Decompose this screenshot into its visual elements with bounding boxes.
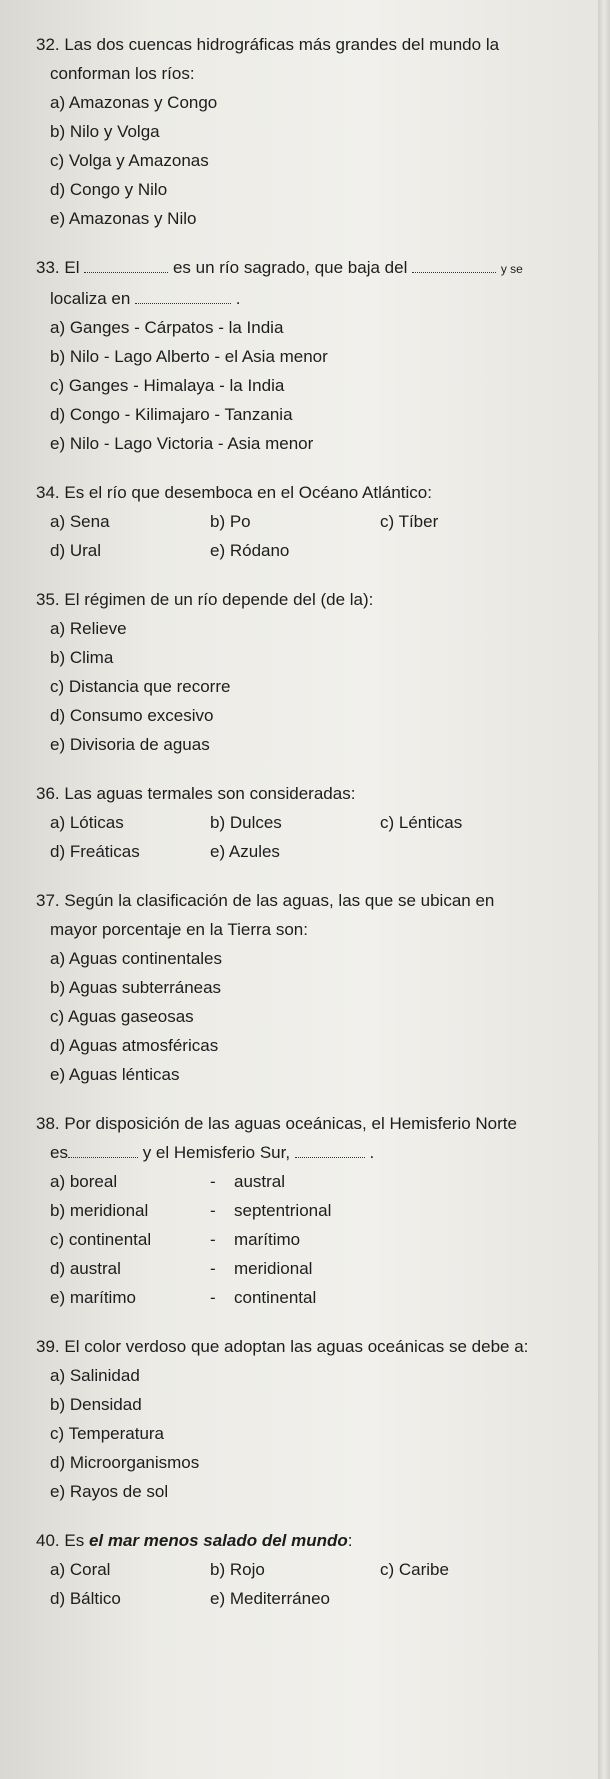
- option-right: septentrional: [234, 1201, 332, 1220]
- options-grid: [50, 808, 576, 866]
- option-d[interactable]: d) Congo y Nilo: [50, 180, 168, 199]
- question-text-mid: y el Hemisferio Sur,: [142, 1143, 291, 1162]
- option-d[interactable]: d) Congo - Kilimajaro - Tanzania: [50, 405, 293, 424]
- option-e[interactable]: e) Ródano: [210, 541, 290, 560]
- question-34: [36, 478, 576, 565]
- option-right: austral: [234, 1172, 286, 1191]
- question-text-mid: es un río sagrado, que baja del: [172, 258, 408, 277]
- option-e[interactable]: [50, 1283, 576, 1312]
- question-text-continued: es y el Hemisferio Sur, .: [50, 1143, 375, 1162]
- page-edge: [598, 0, 610, 1779]
- question-32: [36, 30, 576, 233]
- question-37: [36, 886, 576, 1089]
- dash: -: [210, 1230, 216, 1249]
- question-text: 32. Las dos cuencas hidrográficas más grandes del mundo la: [36, 35, 500, 54]
- option-c[interactable]: c) Ganges - Himalaya - la India: [50, 376, 285, 395]
- question-text-es: es: [50, 1143, 68, 1162]
- option-e[interactable]: e) Nilo - Lago Victoria - Asia menor: [50, 434, 314, 453]
- dash: -: [210, 1201, 216, 1220]
- option-left: d) austral: [50, 1259, 121, 1278]
- question-text: 35. El régimen de un río depende del (de la):: [36, 590, 374, 609]
- option-c[interactable]: c) Volga y Amazonas: [50, 151, 209, 170]
- question-33: [36, 253, 576, 458]
- option-a[interactable]: a) Amazonas y Congo: [50, 93, 218, 112]
- option-e[interactable]: e) Amazonas y Nilo: [50, 209, 197, 228]
- option-right: marítimo: [234, 1230, 301, 1249]
- option-left: e) marítimo: [50, 1288, 136, 1307]
- options-grid: [50, 507, 576, 565]
- question-35: [36, 585, 576, 759]
- option-e[interactable]: e) Aguas lénticas: [50, 1065, 180, 1084]
- option-d[interactable]: d) Consumo excesivo: [50, 706, 214, 725]
- option-left: a) boreal: [50, 1172, 118, 1191]
- option-b[interactable]: b) Dulces: [210, 813, 282, 832]
- option-c[interactable]: [50, 1225, 576, 1254]
- question-text: 38. Por disposición de las aguas oceánicas, el Hemisferio Norte: [36, 1114, 517, 1133]
- question-text: 34. Es el río que desemboca en el Océano Atlántico:: [36, 483, 432, 502]
- question-text: 36. Las aguas termales son consideradas:: [36, 784, 356, 803]
- blank-1[interactable]: [84, 258, 168, 273]
- option-c[interactable]: c) Aguas gaseosas: [50, 1007, 194, 1026]
- option-e[interactable]: e) Rayos de sol: [50, 1482, 169, 1501]
- option-b[interactable]: b) Rojo: [210, 1560, 265, 1579]
- question-text-continued: localiza en .: [50, 289, 241, 308]
- question-number: 40. Es: [36, 1531, 85, 1550]
- option-left: c) continental: [50, 1230, 152, 1249]
- option-d[interactable]: d) Ural: [50, 541, 102, 560]
- option-e[interactable]: e) Azules: [210, 842, 280, 861]
- option-b[interactable]: b) Densidad: [50, 1395, 142, 1414]
- question-colon: :: [347, 1531, 353, 1550]
- option-c[interactable]: c) Distancia que recorre: [50, 677, 231, 696]
- option-b[interactable]: b) Nilo - Lago Alberto - el Asia menor: [50, 347, 328, 366]
- option-b[interactable]: b) Po: [210, 512, 251, 531]
- option-d[interactable]: d) Freáticas: [50, 842, 140, 861]
- options-grid: [50, 1555, 576, 1613]
- option-c[interactable]: c) Tíber: [380, 512, 439, 531]
- option-a[interactable]: a) Sena: [50, 512, 110, 531]
- option-b[interactable]: b) Clima: [50, 648, 114, 667]
- question-38: [36, 1109, 576, 1312]
- question-text: 39. El color verdoso que adoptan las aguas oceánicas se debe a:: [36, 1337, 529, 1356]
- option-right: continental: [234, 1288, 317, 1307]
- blank-3[interactable]: [135, 289, 231, 304]
- blank-1[interactable]: [68, 1143, 138, 1158]
- dash: -: [210, 1288, 216, 1307]
- option-a[interactable]: a) Aguas continentales: [50, 949, 223, 968]
- dash: -: [210, 1172, 216, 1191]
- option-d[interactable]: d) Aguas atmosféricas: [50, 1036, 219, 1055]
- option-left: b) meridional: [50, 1201, 149, 1220]
- blank-2[interactable]: [295, 1143, 365, 1158]
- question-text-continued: mayor porcentaje en la Tierra son:: [50, 920, 308, 939]
- option-a[interactable]: [50, 1167, 576, 1196]
- option-right: meridional: [234, 1259, 313, 1278]
- question-text-continued: conforman los ríos:: [50, 64, 195, 83]
- option-e[interactable]: e) Mediterráneo: [210, 1589, 331, 1608]
- option-d[interactable]: d) Báltico: [50, 1589, 121, 1608]
- question-36: [36, 779, 576, 866]
- question-text: [36, 253, 576, 284]
- question-number: 33. El: [36, 258, 80, 277]
- dash: -: [210, 1259, 216, 1278]
- option-a[interactable]: a) Ganges - Cárpatos - la India: [50, 318, 284, 337]
- option-e[interactable]: e) Divisoria de aguas: [50, 735, 210, 754]
- option-b[interactable]: [50, 1196, 576, 1225]
- option-b[interactable]: b) Nilo y Volga: [50, 122, 160, 141]
- exam-page: [36, 30, 576, 1633]
- blank-2[interactable]: [412, 258, 496, 273]
- question-text-end: y se: [500, 262, 523, 276]
- option-c[interactable]: c) Lénticas: [380, 813, 463, 832]
- option-c[interactable]: c) Temperatura: [50, 1424, 165, 1443]
- question-39: [36, 1332, 576, 1506]
- option-c[interactable]: c) Caribe: [380, 1560, 449, 1579]
- option-d[interactable]: d) Microorganismos: [50, 1453, 200, 1472]
- option-a[interactable]: a) Lóticas: [50, 813, 124, 832]
- option-a[interactable]: a) Coral: [50, 1560, 111, 1579]
- question-emphasis: el mar menos salado del mundo: [88, 1531, 348, 1550]
- question-text-line2: localiza en: [50, 289, 131, 308]
- question-40: [36, 1526, 576, 1613]
- option-d[interactable]: [50, 1254, 576, 1283]
- option-b[interactable]: b) Aguas subterráneas: [50, 978, 222, 997]
- option-a[interactable]: a) Salinidad: [50, 1366, 140, 1385]
- question-text: 37. Según la clasificación de las aguas, las que se ubican en: [36, 891, 495, 910]
- option-a[interactable]: a) Relieve: [50, 619, 127, 638]
- question-text: [36, 1526, 576, 1555]
